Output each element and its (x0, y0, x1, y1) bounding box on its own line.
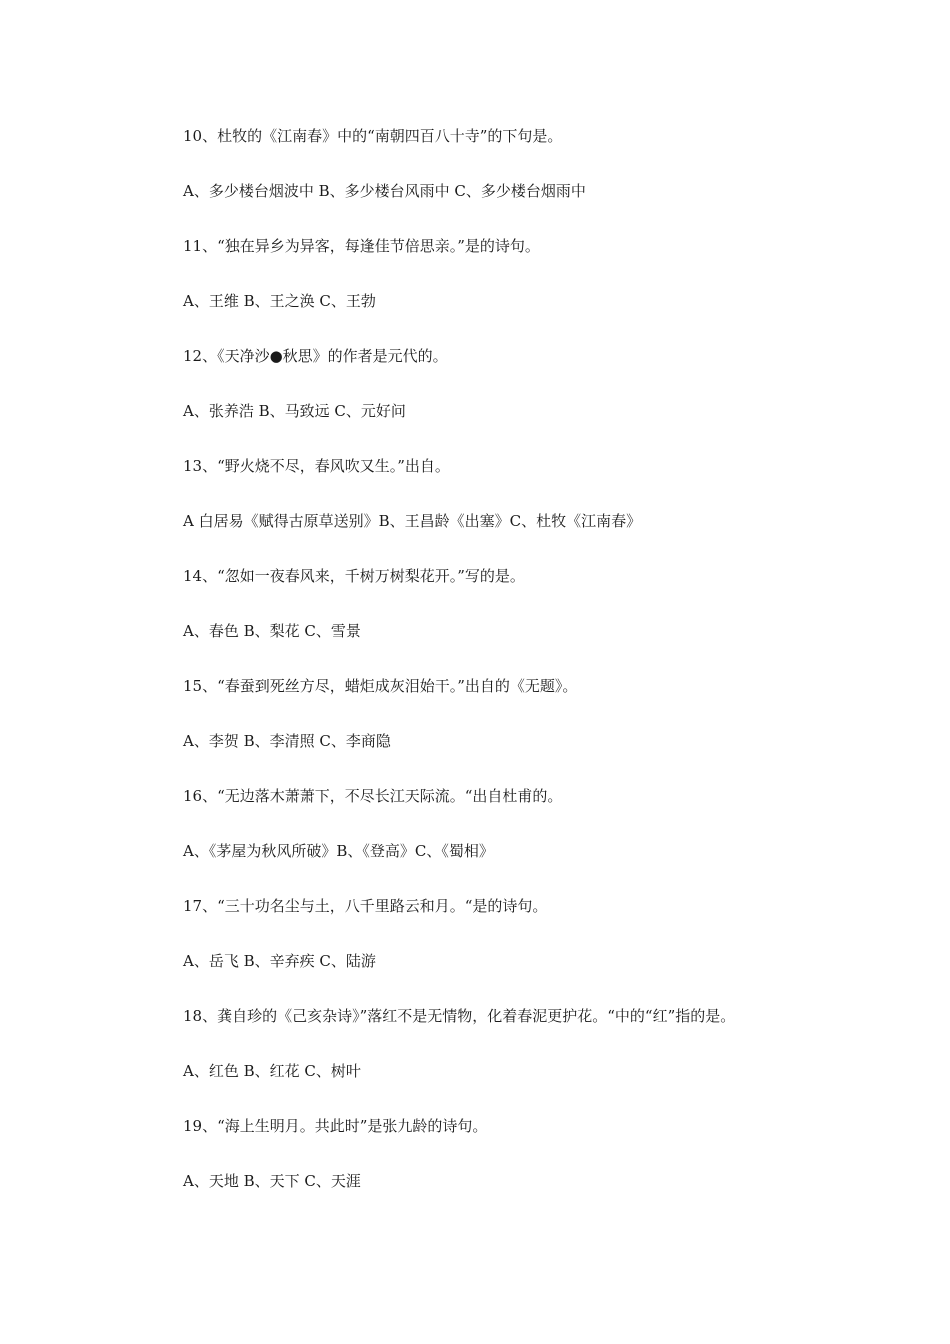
options-13: A 白居易《赋得古原草送别》B、王昌龄《出塞》C、杜牧《江南春》 (183, 512, 642, 530)
question-14: 14、“忽如一夜春风来，千树万树梨花开。”写的是。 (183, 567, 525, 585)
options-19: A、天地 B、天下 C、天涯 (183, 1172, 361, 1190)
options-11: A、王维 B、王之涣 C、王勃 (183, 292, 376, 310)
question-17: 17、“三十功名尘与土，八千里路云和月。“是的诗句。 (183, 897, 548, 915)
question-10: 10、杜牧的《江南春》中的“南朝四百八十寺”的下句是。 (183, 127, 563, 145)
question-11: 11、“独在异乡为异客，每逢佳节倍思亲。”是的诗句。 (183, 237, 540, 255)
question-12: 12、《天净沙●秋思》的作者是元代的。 (183, 347, 448, 365)
question-15: 15、“春蚕到死丝方尽，蜡炬成灰泪始干。”出自的《无题》。 (183, 677, 578, 695)
question-19: 19、“海上生明月。共此时”是张九龄的诗句。 (183, 1117, 488, 1135)
options-18: A、红色 B、红花 C、树叶 (183, 1062, 361, 1080)
question-13: 13、“野火烧不尽，春风吹又生。”出自。 (183, 457, 450, 475)
options-16: A、《茅屋为秋风所破》B、《登高》C、《蜀相》 (183, 842, 494, 860)
question-18: 18、龚自珍的《己亥杂诗》”落红不是无情物，化着春泥更护花。“中的“红”指的是。 (183, 1007, 736, 1025)
options-17: A、岳飞 B、辛弃疾 C、陆游 (183, 952, 376, 970)
options-10: A、多少楼台烟波中 B、多少楼台风雨中 C、多少楼台烟雨中 (183, 182, 586, 200)
question-16: 16、“无边落木萧萧下，不尽长江天际流。“出自杜甫的。 (183, 787, 563, 805)
options-14: A、春色 B、梨花 C、雪景 (183, 622, 361, 640)
options-15: A、李贺 B、李清照 C、李商隐 (183, 732, 391, 750)
options-12: A、张养浩 B、马致远 C、元好问 (183, 402, 406, 420)
